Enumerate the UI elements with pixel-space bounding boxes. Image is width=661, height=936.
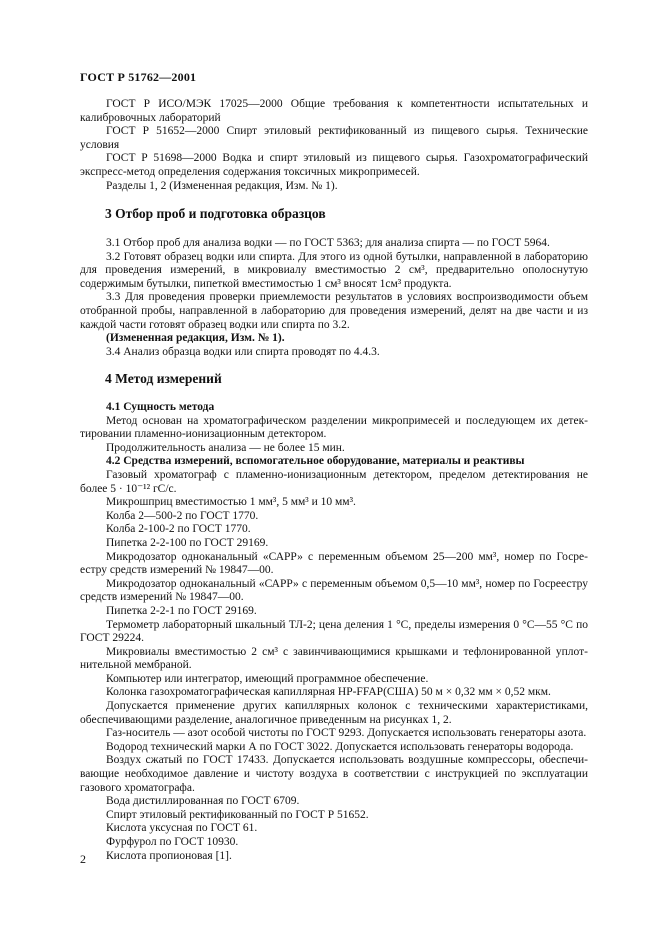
subsection-4-2-title: 4.2 Средства измерений, вспомогательное оборудование, материалы и реактивы: [106, 455, 525, 468]
amendment-note: (Измененная редакция, Изм. № 1).: [106, 332, 285, 345]
list-item: Термометр лабораторный шкальный ТЛ-2; цена деления 1 °С, пределы измерения 0 °С—55 °С по ГОСТ 29224.: [80, 618, 588, 645]
reference-paragraph: ГОСТ Р ИСО/МЭК 17025—2000 Общие требования к компетентности испытательных и калибровочных лабораторий: [80, 98, 588, 124]
paragraph-3-3: 3.3 Для проведения проверки приемлемости результатов в условиях воспроизводимости объем отобранной пробы, направленной в лабораторию для проведения измерений, делят на две части и из каждой части готовят образец водки или спирта по 3.2.: [80, 291, 588, 331]
list-item: Колба 2—500-2 по ГОСТ 1770.: [106, 509, 259, 522]
paragraph: Метод основан на хроматографическом разделении микропримесей и последующем их детектировании пламенно-ионизационным детектором.: [80, 414, 588, 441]
list-item: Колонка газохроматографическая капиллярная HP-FFAP(США) 50 м × 0,32 мм × 0,52 мкм.: [106, 686, 551, 699]
section-4-title: 4 Метод измерений: [105, 371, 222, 386]
list-item: Колба 2-100-2 по ГОСТ 1770.: [106, 523, 251, 536]
list-item: Вода дистиллированная по ГОСТ 6709.: [106, 795, 300, 808]
list-item: Микрошприц вместимостью 1 мм³, 5 мм³ и 10 мм³.: [106, 496, 356, 509]
list-item: Газ-носитель — азот особой чистоты по ГОСТ 9293. Допускается использовать генераторы азота.: [106, 727, 587, 740]
paragraph: Продолжительность анализа — не более 15 мин.: [106, 441, 345, 454]
section-3-body: [80, 237, 588, 359]
list-item: Спирт этиловый ректификованный по ГОСТ Р 51652.: [106, 808, 369, 821]
reference-paragraph: ГОСТ Р 51652—2000 Спирт этиловый ректификованный из пищевого сырья. Технические условия: [80, 125, 588, 151]
list-item: Компьютер или интегратор, имеющий программное обеспечение.: [106, 672, 429, 685]
list-item: Фурфурол по ГОСТ 10930.: [106, 836, 239, 848]
page-number: 2: [80, 852, 86, 866]
list-item: Допускается применение других капиллярных колонок с техническими характеристиками, обеспечивающими разделение, аналогичное приведенным на рисунках 1, 2.: [80, 700, 588, 726]
list-item: Микродозатор одноканальный «САРР» с переменным объемом 25—200 мм³, номер по Госреестру средств измерений № 19847—00.: [80, 550, 588, 577]
list-item: Пипетка 2-2-1 по ГОСТ 29169.: [106, 604, 257, 617]
list-item: Воздух сжатый по ГОСТ 17433. Допускается использовать воздушные компрессоры, обеспечивающие необходимое давление и чистоту воздуха в соответствии с инструкцией по эксплуатации газового хроматографа.: [80, 754, 588, 794]
section-3-title: 3 Отбор проб и подготовка образцов: [105, 206, 326, 221]
list-item: Микродозатор одноканальный «САРР» с переменным объемом 0,5—10 мм³, номер по Госреестру средств измерений № 19847—00.: [80, 577, 588, 604]
document-header: ГОСТ Р 51762—2001: [80, 70, 197, 84]
subsection-4-1-title: 4.1 Сущность метода: [106, 401, 215, 413]
list-item: Кислота пропионовая [1].: [106, 849, 232, 862]
paragraph-3-4: 3.4 Анализ образца водки или спирта проводят по 4.4.3.: [106, 345, 380, 358]
amendment-note: Разделы 1, 2 (Измененная редакция, Изм. № 1).: [106, 179, 338, 192]
list-item: Водород технический марки А по ГОСТ 3022. Допускается использовать генераторы водорода.: [106, 740, 574, 753]
paragraph-3-1: 3.1 Отбор проб для анализа водки — по ГОСТ 5363; для анализа спирта — по ГОСТ 5964.: [106, 237, 550, 249]
normative-references-block: [80, 98, 588, 193]
paragraph-3-2: 3.2 Готовят образец водки или спирта. Для этого из одной бутылки, направленной в лабораторию для проведения измерений, в микровиалу вместимостью 2 см³, предварительно ополоснутую содержимым бутылки, пипеткой вместимостью 1 см³ вносят 1см³ продукта.: [80, 250, 588, 290]
list-item: Кислота уксусная по ГОСТ 61.: [106, 822, 258, 835]
list-item: Пипетка 2-2-100 по ГОСТ 29169.: [106, 536, 269, 549]
list-item: Газовый хроматограф с пламенно-ионизационным детектором, пределом детектирования не более 5 · 10⁻¹² гС/с.: [80, 468, 588, 495]
reference-paragraph: ГОСТ Р 51698—2000 Водка и спирт этиловый из пищевого сырья. Газохроматографический экспресс-метод определения содержания токсичных микропримесей.: [80, 152, 588, 178]
section-4-body: [80, 401, 588, 863]
list-item: Микровиалы вместимостью 2 см³ с завинчивающимися крышками и тефлонированной уплотнительной мембраной.: [80, 645, 588, 672]
